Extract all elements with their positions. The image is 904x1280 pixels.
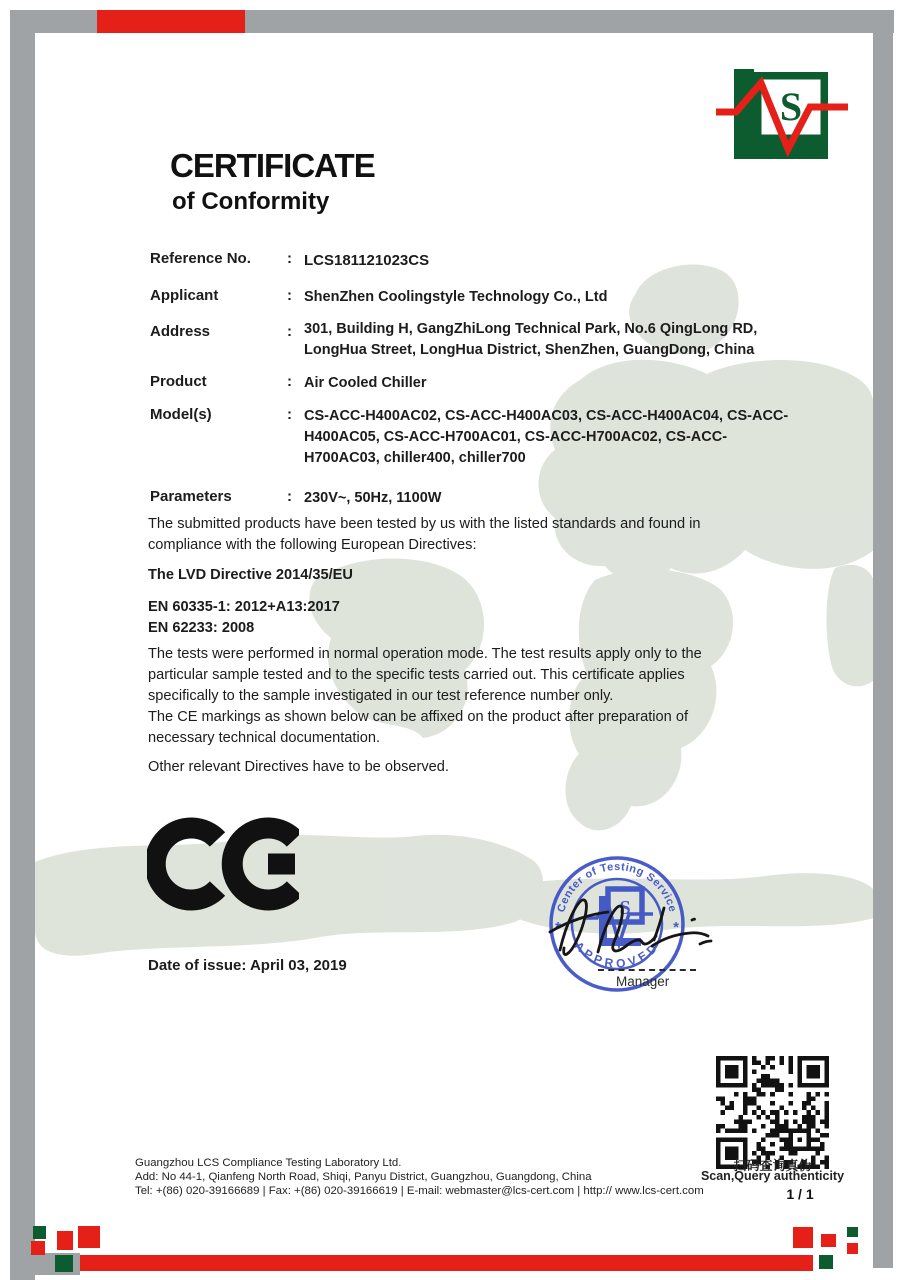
field-colon: : [287, 488, 292, 505]
stamp-arc-top-text: Center of Testing Service [555, 860, 679, 914]
decor-square [78, 1226, 100, 1248]
decor-square [57, 1231, 73, 1250]
field-value: LCS181121023CS [304, 252, 430, 269]
frame-left-bar [10, 10, 35, 1280]
tests-paragraph: The tests were performed in normal operation mode. The test results apply only to the particular sample tested and to the specific tests carried out. This certificate applies specifically to the sample investigated in our test reference number only. [148, 646, 702, 704]
decor-square [819, 1255, 833, 1269]
field-label: Address [150, 323, 211, 340]
date-of-issue: Date of issue: April 03, 2019 [148, 957, 347, 974]
field-row-applicant [150, 287, 790, 308]
field-label: Product [150, 373, 207, 390]
standard-line-1: EN 60335-1: 2012+A13:2017 [148, 599, 340, 615]
certificate-title: CERTIFICATE [170, 147, 375, 184]
ce-markings-paragraph: The CE markings as shown below can be affixed on the product after preparation of necessary technical documentation. [148, 709, 689, 746]
signature-line [598, 969, 696, 971]
field-label: Parameters [150, 488, 232, 505]
lvd-directive-line: The LVD Directive 2014/35/EU [148, 567, 353, 583]
decor-square [33, 1226, 46, 1239]
field-value: 230V~, 50Hz, 1100W [304, 490, 442, 506]
decor-square [821, 1234, 836, 1247]
field-value: CS-ACC-H400AC02, CS-ACC-H400AC03, CS-ACC-H400AC04, CS-ACC-H400AC05, CS-ACC-H700AC01, CS-ACC-H700AC02, CS-ACC-H700AC03, chiller400, chiller700 [304, 408, 789, 466]
field-row-product [150, 373, 790, 394]
field-colon: : [287, 406, 292, 423]
field-row-address [150, 319, 790, 361]
qr-caption-english: Scan,Query authenticity [700, 1169, 845, 1183]
decor-square [793, 1227, 813, 1248]
qr-caption-chinese: 扫码查询真伪 [733, 1158, 812, 1173]
field-value: 301, Building H, GangZhiLong Technical Park, No.6 QingLong RD, LongHua Street, LongHua District, ShenZhen, GuangDong, China [304, 321, 758, 358]
lcs-logo-letter: S [779, 84, 803, 129]
footer-contacts: Tel: +(86) 020-39166689 | Fax: +(86) 020-39166619 | E-mail: webmaster@lcs-cert.com | http:// www.lcs-cert.com [135, 1185, 704, 1197]
decor-square [847, 1243, 858, 1254]
manager-label: Manager [616, 974, 670, 989]
intro-paragraph: The submitted products have been tested by us with the listed standards and found in compliance with the following European Directives: [148, 516, 701, 553]
decor-square [31, 1241, 45, 1255]
field-colon: : [287, 287, 292, 304]
field-value: Air Cooled Chiller [304, 375, 427, 391]
ce-mark [147, 812, 299, 916]
frame-top-red-accent [97, 10, 245, 33]
decor-square [55, 1255, 73, 1272]
certificate-subtitle: of Conformity [172, 188, 330, 215]
decor-bottom-red-bar [80, 1255, 813, 1271]
footer-company: Guangzhou LCS Compliance Testing Laboratory Ltd. [135, 1157, 402, 1169]
field-colon: : [287, 250, 292, 267]
field-row-reference [150, 250, 790, 271]
qr-code [716, 1056, 829, 1169]
field-colon: : [287, 323, 292, 340]
frame-right-bar [873, 10, 893, 1268]
field-colon: : [287, 373, 292, 390]
page-number: 1 / 1 [786, 1186, 814, 1202]
decor-square [847, 1227, 858, 1237]
field-label: Reference No. [150, 250, 251, 267]
footer-address: Add: No 44-1, Qianfeng North Road, Shiqi, Panyu District, Guangzhou, Guangdong, China [135, 1171, 592, 1183]
stamp-arc-bottom-text: APPROVED [571, 938, 663, 971]
field-label: Applicant [150, 287, 219, 304]
stamp-logo-letter: S [619, 897, 631, 919]
other-directives-paragraph: Other relevant Directives have to be observed. [148, 759, 449, 775]
lcs-logo [716, 64, 848, 166]
field-value: ShenZhen Coolingstyle Technology Co., Ltd [304, 289, 608, 305]
stamp-star-left: * [555, 919, 561, 936]
field-row-models [150, 406, 790, 469]
field-label: Model(s) [150, 406, 212, 423]
field-row-parameters [150, 488, 790, 509]
manager-signature [540, 878, 725, 988]
standard-line-2: EN 62233: 2008 [148, 620, 255, 636]
stamp-star-right: * [673, 919, 679, 936]
